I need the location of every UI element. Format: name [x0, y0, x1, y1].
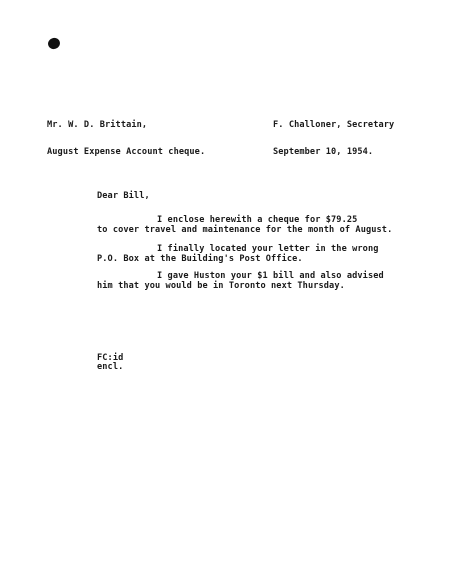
sender-name: F. Challoner, Secretary [273, 120, 395, 130]
punch-hole [46, 36, 61, 50]
letter-date: September 10, 1954. [273, 147, 374, 157]
paragraph-3-line-1: I gave Huston your $1 bill and also advised [157, 271, 384, 281]
subject-line: August Expense Account cheque. [47, 147, 206, 157]
paragraph-3-line-2: him that you would be in Toronto next Thursday. [97, 281, 345, 291]
paragraph-2-line-1: I finally located your letter in the wrong [157, 244, 379, 254]
reference-initials: FC:id [97, 353, 124, 363]
enclosure-note: encl. [97, 362, 124, 372]
paragraph-1-line-2: to cover travel and maintenance for the month of August. [97, 225, 393, 235]
paragraph-2-line-2: P.O. Box at the Building's Post Office. [97, 254, 303, 264]
recipient-name: Mr. W. D. Brittain, [47, 120, 148, 130]
paragraph-1-line-1: I enclose herewith a cheque for $79.25 [157, 215, 358, 225]
salutation: Dear Bill, [97, 191, 150, 201]
